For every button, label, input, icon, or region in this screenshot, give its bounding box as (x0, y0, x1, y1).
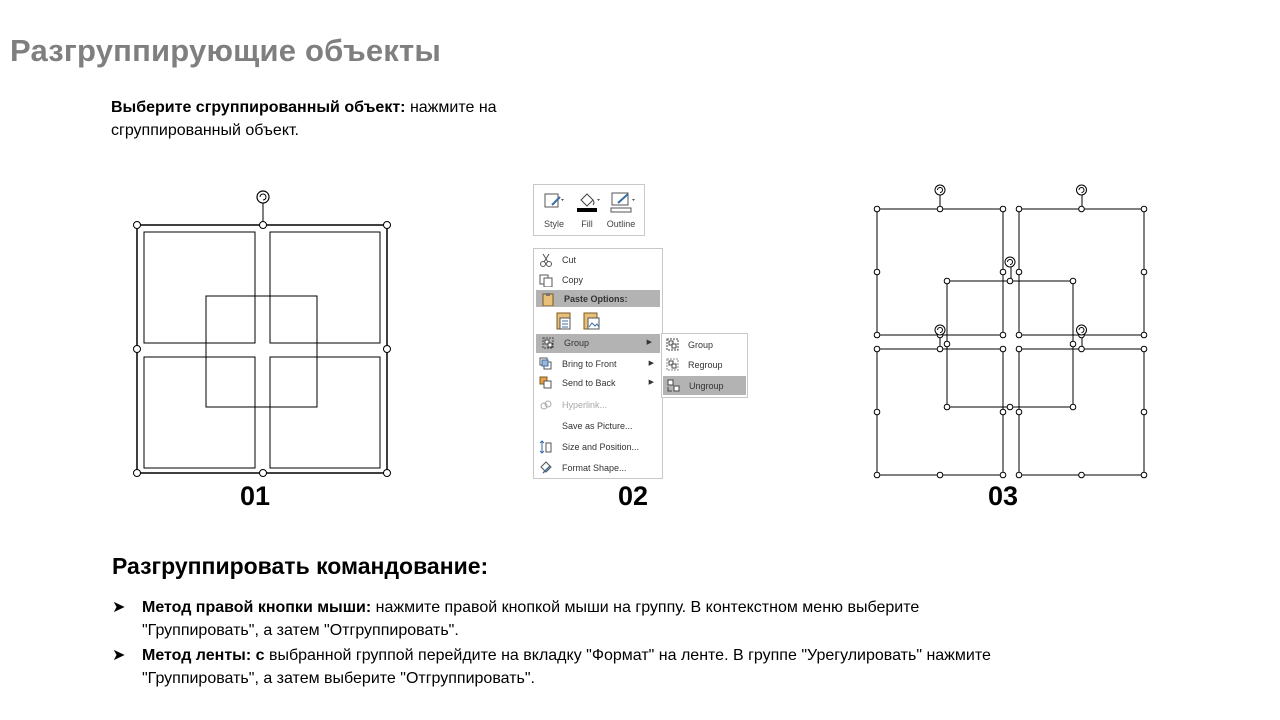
resize-handle[interactable] (1079, 206, 1085, 212)
resize-handle[interactable] (944, 341, 950, 347)
group-icon (666, 338, 680, 352)
resize-handle[interactable] (1016, 206, 1022, 212)
step-number-01: 01 (240, 481, 271, 511)
bullet-ribbon-method (112, 644, 1012, 690)
group-selection-box (137, 225, 387, 473)
paste-option-icons[interactable] (554, 310, 606, 332)
menu-item-send-to-back[interactable]: Send to Back ▶ (534, 374, 662, 392)
resize-handle[interactable] (944, 404, 950, 410)
scissors-icon (539, 253, 553, 267)
resize-handle[interactable] (384, 222, 391, 229)
menu-item-group[interactable]: Group ▶ (536, 334, 660, 353)
format-shape-icon (539, 461, 553, 475)
rotate-handle-icon[interactable] (1077, 185, 1087, 195)
pen-outline-icon (610, 191, 636, 213)
paste-picture-icon (584, 313, 599, 329)
bullet-title: Метод ленты: с (142, 647, 265, 664)
resize-handle[interactable] (1016, 269, 1022, 275)
resize-handle[interactable] (384, 346, 391, 353)
resize-handle[interactable] (1016, 409, 1022, 415)
square-top-left (144, 232, 255, 343)
size-position-icon (539, 440, 553, 454)
resize-handle[interactable] (134, 346, 141, 353)
group-submenu (661, 333, 748, 398)
resize-handle[interactable] (1079, 346, 1085, 352)
resize-handle[interactable] (1141, 269, 1147, 275)
bullet-arrow-icon: ➤ (112, 647, 126, 664)
outline-label: Outline (606, 219, 636, 229)
resize-handle[interactable] (1070, 341, 1076, 347)
ungroup-icon (667, 379, 681, 393)
step-number-03: 03 (988, 481, 1019, 511)
resize-handle[interactable] (944, 278, 950, 284)
resize-handle[interactable] (134, 222, 141, 229)
resize-handle[interactable] (384, 470, 391, 477)
menu-item-paste-options: Paste Options: (536, 290, 660, 307)
rotate-handle-icon[interactable] (257, 191, 269, 203)
submenu-item-regroup[interactable]: Regroup (662, 355, 747, 374)
square-bottom-right[interactable] (1019, 349, 1144, 475)
resize-handle[interactable] (1016, 346, 1022, 352)
resize-handle[interactable] (260, 222, 267, 229)
resize-handle[interactable] (874, 409, 880, 415)
menu-item-copy[interactable]: Copy (534, 271, 662, 289)
shape-style-icon (543, 191, 565, 211)
clipboard-icon (541, 292, 555, 306)
resize-handle[interactable] (260, 470, 267, 477)
fill-label: Fill (581, 219, 593, 229)
chevron-right-icon: ▶ (648, 379, 654, 386)
rotate-handle-icon[interactable] (1005, 257, 1015, 267)
grouped-object-illustration[interactable] (125, 185, 400, 485)
outline-button[interactable] (604, 189, 638, 231)
resize-handle[interactable] (1000, 472, 1006, 478)
menu-item-size-and-position[interactable]: Size and Position... (534, 438, 662, 456)
page-title: Разгруппирующие объекты (10, 33, 442, 68)
context-menu (533, 248, 663, 479)
resize-handle[interactable] (1141, 206, 1147, 212)
menu-item-cut[interactable]: Cut (534, 251, 662, 269)
fill-button[interactable] (570, 189, 604, 231)
style-button[interactable] (537, 189, 571, 231)
resize-handle[interactable] (874, 269, 880, 275)
resize-handle[interactable] (1016, 332, 1022, 338)
style-label: Style (543, 219, 564, 229)
resize-handle[interactable] (1070, 278, 1076, 284)
resize-handle[interactable] (1070, 404, 1076, 410)
bullet-title: Метод правой кнопки мыши: (142, 599, 372, 616)
step-number-02: 02 (618, 481, 649, 511)
resize-handle[interactable] (1141, 472, 1147, 478)
bullet-text: нажмите правой кнопкой мыши на группу. В контекстном меню выберите "Группировать", а затем "Отгруппировать". (142, 599, 920, 639)
ungrouped-objects-illustration[interactable] (865, 180, 1157, 485)
rotate-handle-icon[interactable] (935, 325, 945, 335)
resize-handle[interactable] (1141, 346, 1147, 352)
section-heading: Разгруппировать командование: (112, 553, 489, 579)
submenu-item-ungroup[interactable]: Ungroup (663, 376, 746, 395)
bring-front-icon (539, 357, 553, 371)
bullet-arrow-icon: ➤ (112, 599, 126, 616)
resize-handle[interactable] (874, 332, 880, 338)
chevron-right-icon: ▶ (648, 360, 654, 367)
resize-handle[interactable] (937, 206, 943, 212)
paint-bucket-icon (576, 191, 600, 213)
resize-handle[interactable] (134, 470, 141, 477)
resize-handle[interactable] (1141, 409, 1147, 415)
chevron-right-icon: ▶ (646, 339, 652, 346)
group-icon (541, 336, 555, 350)
send-back-icon (539, 376, 553, 390)
resize-handle[interactable] (874, 472, 880, 478)
intro-body: нажмите на сгруппированный объект. (111, 99, 497, 139)
menu-item-hyperlink[interactable]: Hyperlink... (534, 396, 662, 414)
paste-keep-formatting-icon (557, 313, 570, 329)
square-bottom-left[interactable] (877, 349, 1003, 475)
resize-handle[interactable] (1000, 409, 1006, 415)
resize-handle[interactable] (1000, 206, 1006, 212)
resize-handle[interactable] (1079, 472, 1085, 478)
resize-handle[interactable] (1000, 269, 1006, 275)
copy-icon (539, 273, 553, 287)
resize-handle[interactable] (937, 472, 943, 478)
menu-item-format-shape[interactable]: Format Shape... (534, 459, 662, 477)
rotate-handle-icon[interactable] (1077, 325, 1087, 335)
square-bottom-right (270, 357, 380, 468)
resize-handle[interactable] (1000, 346, 1006, 352)
resize-handle[interactable] (1016, 472, 1022, 478)
intro-bold: Выберите сгруппированный объект: (111, 99, 406, 116)
resize-handle[interactable] (874, 346, 880, 352)
rotate-handle-icon[interactable] (935, 185, 945, 195)
menu-item-bring-to-front[interactable]: Bring to Front ▶ (534, 355, 662, 373)
square-center (206, 296, 317, 407)
resize-handle[interactable] (1007, 278, 1013, 284)
resize-handle[interactable] (1007, 404, 1013, 410)
resize-handle[interactable] (874, 206, 880, 212)
bullet-text: выбранной группой перейдите на вкладку "Формат" на ленте. В группе "Урегулировать" нажмите "Группировать", а затем выберите "Отгруппировать". (142, 647, 991, 687)
resize-handle[interactable] (937, 346, 943, 352)
square-top-right (270, 232, 380, 343)
square-top-right[interactable] (1019, 209, 1144, 335)
bullet-right-click-method (112, 596, 1012, 642)
intro-text (111, 96, 581, 142)
menu-item-save-as-picture[interactable]: Save as Picture... (562, 421, 633, 431)
resize-handle[interactable] (1141, 332, 1147, 338)
submenu-item-group[interactable]: Group (662, 335, 747, 354)
regroup-icon (666, 358, 680, 372)
square-center[interactable] (947, 281, 1073, 407)
resize-handle[interactable] (1000, 332, 1006, 338)
hyperlink-icon (539, 398, 553, 412)
square-top-left[interactable] (877, 209, 1003, 335)
mini-toolbar (533, 184, 645, 236)
square-bottom-left (144, 357, 255, 468)
